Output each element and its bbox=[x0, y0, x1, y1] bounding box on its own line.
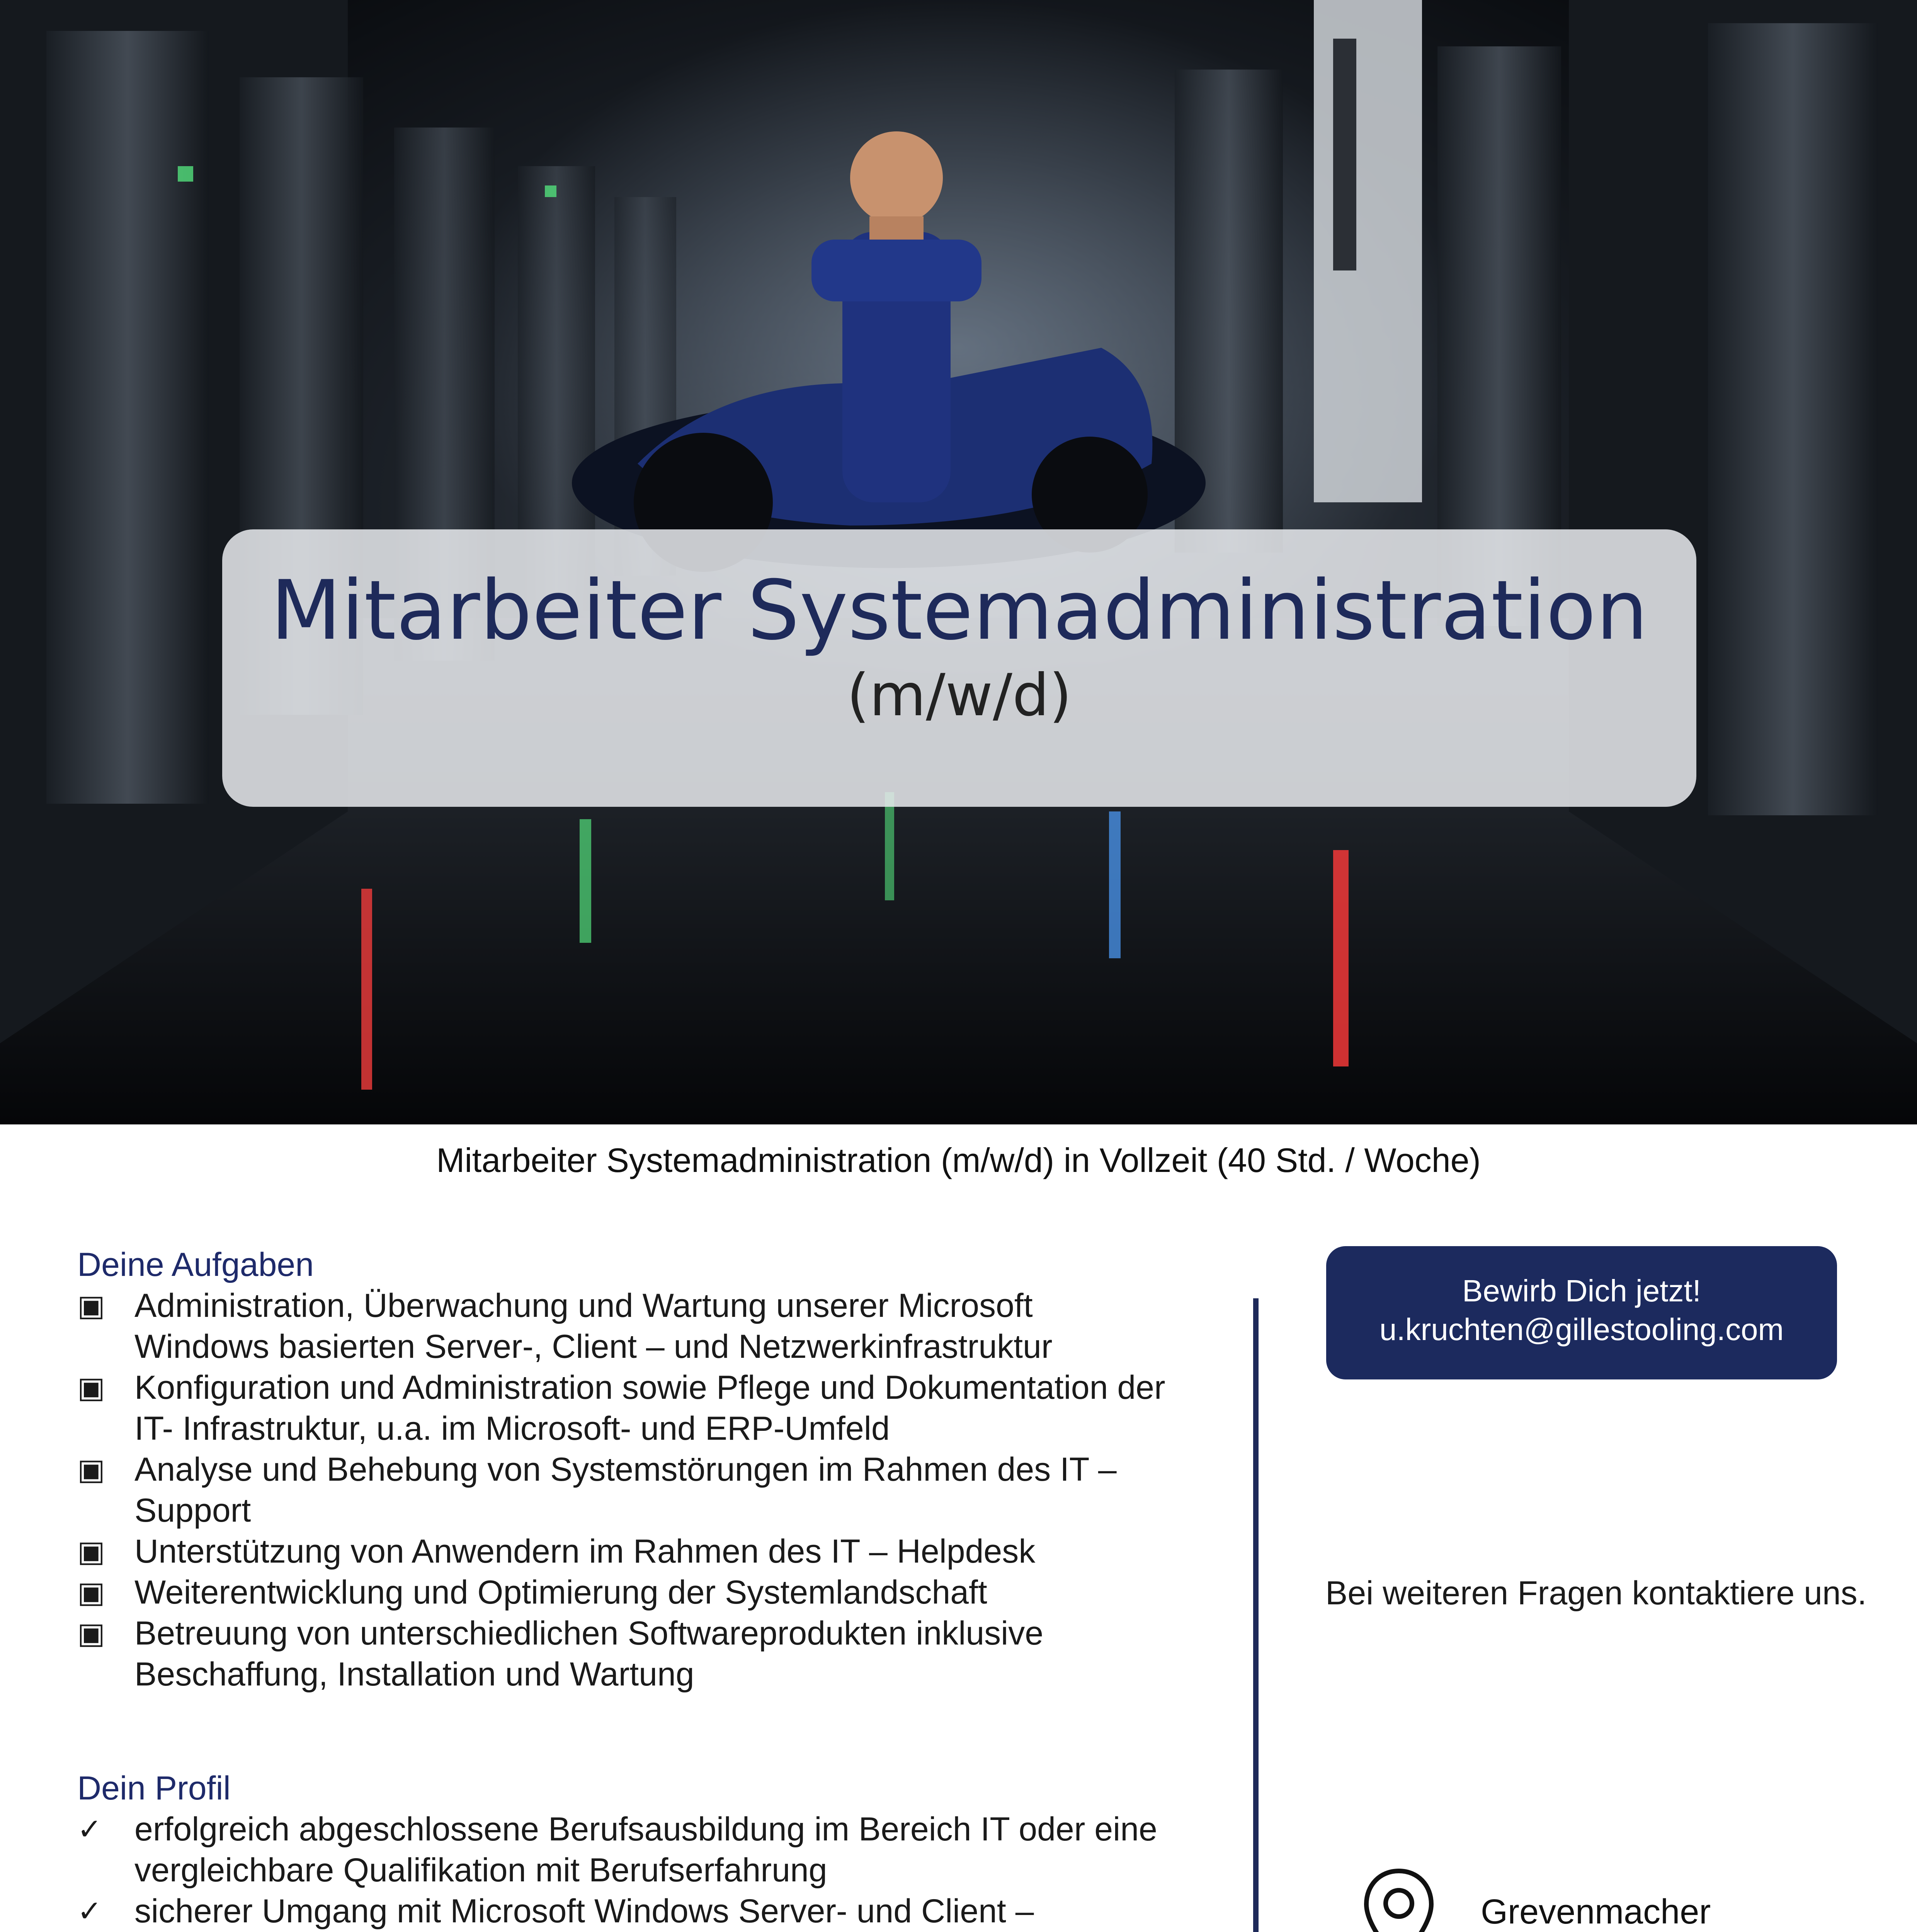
page-title: Mitarbeiter Systemadministration bbox=[270, 563, 1648, 658]
laptop-icon: ▣ bbox=[77, 1452, 105, 1486]
section-profil bbox=[77, 1768, 1157, 1932]
check-icon: ✓ bbox=[77, 1894, 102, 1928]
profil-item-text: vergleichbare Qualifikation mit Berufserfahrung bbox=[134, 1852, 827, 1889]
aufgaben-item bbox=[77, 1449, 1165, 1531]
profil-item bbox=[77, 1809, 1157, 1891]
column-divider bbox=[1253, 1298, 1259, 1932]
aufgaben-item-text: Analyse und Behebung von Systemstörungen im Rahmen des IT – bbox=[134, 1451, 1117, 1488]
aufgaben-list bbox=[77, 1285, 1165, 1695]
profil-item bbox=[77, 1891, 1157, 1932]
aufgaben-item-text: IT- Infrastruktur, u.a. im Microsoft- und ERP-Umfeld bbox=[134, 1410, 890, 1447]
aufgaben-item-text: Weiterentwicklung und Optimierung der Systemlandschaft bbox=[134, 1574, 987, 1611]
aufgaben-item-text: Administration, Überwachung und Wartung unserer Microsoft bbox=[134, 1287, 1033, 1324]
aufgaben-item bbox=[77, 1572, 1165, 1613]
aufgaben-item bbox=[77, 1367, 1165, 1449]
profil-item-text: sicherer Umgang mit Microsoft Windows Server- und Client – bbox=[134, 1893, 1034, 1930]
profil-item-text: erfolgreich abgeschlossene Berufsausbildung im Bereich IT oder eine bbox=[134, 1811, 1157, 1848]
aufgaben-item-text: Betreuung von unterschiedlichen Softwareprodukten inklusive bbox=[134, 1615, 1044, 1652]
title-box bbox=[222, 529, 1696, 807]
contact-note: Bei weiteren Fragen kontaktiere uns. bbox=[1325, 1575, 1867, 1612]
location-text: Grevenmacher bbox=[1481, 1893, 1711, 1931]
apply-email[interactable]: u.kruchten@gillestooling.com bbox=[1379, 1312, 1784, 1347]
laptop-icon: ▣ bbox=[77, 1616, 105, 1650]
aufgaben-item bbox=[77, 1285, 1165, 1367]
section-heading-aufgaben: Deine Aufgaben bbox=[77, 1246, 314, 1283]
page-title-suffix: (m/w/d) bbox=[847, 662, 1072, 729]
section-heading-profil: Dein Profil bbox=[77, 1770, 231, 1807]
section-aufgaben bbox=[77, 1244, 1165, 1695]
laptop-icon: ▣ bbox=[77, 1288, 105, 1323]
aufgaben-item-text: Beschaffung, Installation und Wartung bbox=[134, 1656, 694, 1693]
aufgaben-item-text: Unterstützung von Anwendern im Rahmen des IT – Helpdesk bbox=[134, 1533, 1036, 1570]
location-pin-icon bbox=[1360, 1866, 1437, 1932]
aufgaben-item-text: Support bbox=[134, 1492, 251, 1529]
laptop-icon: ▣ bbox=[77, 1534, 105, 1568]
profil-list bbox=[77, 1809, 1157, 1932]
apply-button[interactable] bbox=[1326, 1246, 1837, 1379]
aufgaben-item-text: Konfiguration und Administration sowie Pflege und Dokumentation der bbox=[134, 1369, 1165, 1406]
laptop-icon: ▣ bbox=[77, 1370, 105, 1405]
laptop-icon: ▣ bbox=[77, 1575, 105, 1609]
apply-label: Bewirb Dich jetzt! bbox=[1462, 1274, 1701, 1308]
aufgaben-item bbox=[77, 1531, 1165, 1572]
aufgaben-item bbox=[77, 1613, 1165, 1695]
job-headline: Mitarbeiter Systemadministration (m/w/d) in Vollzeit (40 Std. / Woche) bbox=[436, 1141, 1481, 1179]
aufgaben-item-text: Windows basierten Server-, Client – und Netzwerkinfrastruktur bbox=[134, 1328, 1053, 1365]
check-icon: ✓ bbox=[77, 1812, 102, 1846]
